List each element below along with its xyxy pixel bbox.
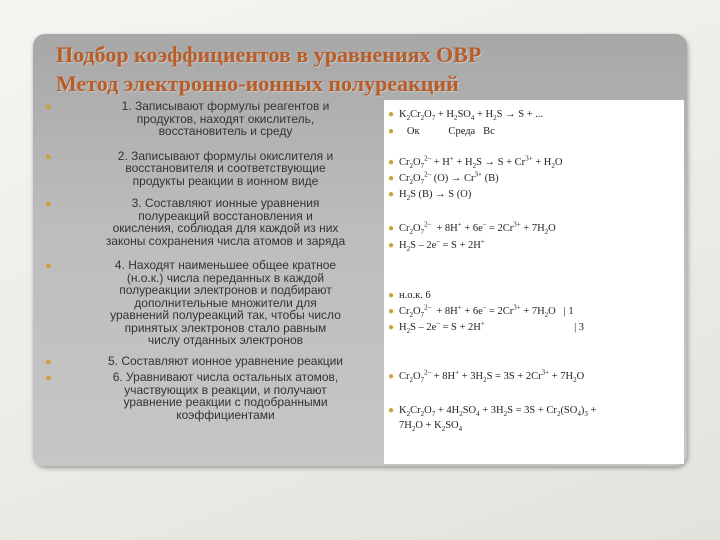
equation-text: $Cr_2O_7^{2-} + 8H^+ + 3H_2S = 3S + 2Cr^{3+} + 7H_2O$ bbox=[399, 368, 585, 385]
equation-text: $H_2S - 2e^- = S + 2H^+$ | 3 bbox=[399, 319, 585, 336]
equation-text: $Cr_2O_7^{2-} + 8H^+ + 6e^- = 2Cr^{3+} + 7H_2O$ bbox=[399, 220, 556, 237]
equation-text: $H_2S - 2e^- = S + 2H^+$ bbox=[399, 237, 485, 254]
equation-text: $K_2Cr_2O_7 + H_2SO_4 + H_2S \to S$ + ... bbox=[399, 109, 544, 123]
bullet-icon: ● bbox=[388, 126, 395, 137]
bullet-icon: ● bbox=[388, 223, 395, 234]
step-item bbox=[45, 259, 370, 347]
bullet-icon: ● bbox=[388, 173, 395, 184]
equation-text: $7H_2O + K_2SO_4$ bbox=[399, 420, 463, 434]
bullet-icon: ● bbox=[388, 306, 395, 317]
step-text: 3. Составляют ионные уравнения полуреакций восстановления и окисления, соблюдая для каждой из них законы сохранения числа атомов и заряда bbox=[105, 196, 346, 248]
title-line-1: Подбор коэффициентов в уравнениях ОВР bbox=[56, 42, 482, 67]
bullet-icon: ● bbox=[45, 260, 52, 272]
equation-text: $Cr_2O_7^{2-}$ $(O) \to Cr^{3+}$ (B) bbox=[399, 170, 499, 187]
step-item bbox=[45, 355, 370, 368]
equation-text: $Cr_2O_7^{2-} + H^+ + H_2S \to S + Cr^{3+} + H_2O$ bbox=[399, 154, 563, 171]
bullet-icon: ● bbox=[45, 101, 52, 113]
steps-list bbox=[45, 100, 370, 421]
step-item bbox=[45, 100, 370, 138]
bullet-icon: ● bbox=[388, 189, 395, 200]
step-text: 6. Уравнивают числа остальных атомов, участвующих в реакции, и получают уравнение реакции с подобранными коэффициентами bbox=[112, 370, 339, 422]
step-item bbox=[45, 150, 370, 188]
bullet-icon: ● bbox=[45, 355, 52, 368]
slide-title bbox=[56, 40, 616, 102]
equation-text: $Cr_2O_7^{2-} + 8H^+ + 6e^- = 2Cr^{3+} + 7H_2O$ | 1 bbox=[399, 303, 574, 320]
bullet-icon: ● bbox=[388, 109, 395, 120]
bullet-icon: ● bbox=[388, 405, 395, 416]
bullet-icon: ● bbox=[388, 322, 395, 333]
bullet-icon: ● bbox=[388, 290, 395, 301]
step-text: 5. Составляют ионное уравнение реакции bbox=[108, 353, 343, 368]
step-text: 4. Находят наименьшее общее кратное (н.о.к.) числа переданных в каждой полуреакции электронов и подбирают дополнительные множители для уравнений полуреакций так, чтобы число принятых электронов стало равным числу отданных электронов bbox=[110, 258, 341, 347]
equation-text: н.о.к. 6 bbox=[399, 290, 431, 301]
bullet-icon: ● bbox=[45, 372, 52, 384]
title-line-2: Метод электронно-ионных полуреакций bbox=[56, 71, 459, 96]
step-text: 2. Записывают формулы окислителя и восстановителя и соответствующие продукты реакции в ионном виде bbox=[117, 148, 334, 188]
equation-text: $K_2Cr_2O_7 + 4H_2SO_4 + 3H_2S = 3S + Cr_2(SO_4)_3$ + bbox=[399, 405, 597, 419]
equation-text: $H_2S$ (B) → S (O) bbox=[399, 189, 472, 203]
bullet-icon: ● bbox=[388, 240, 395, 251]
bullet-icon: ● bbox=[45, 198, 52, 210]
bullet-icon: ● bbox=[45, 150, 52, 163]
bullet-icon: ● bbox=[388, 371, 395, 382]
equation-text: Ок Среда Вс bbox=[399, 126, 495, 137]
bullet-icon: ● bbox=[388, 157, 395, 168]
step-item bbox=[45, 371, 370, 421]
step-text: 1. Записывают формулы реагентов и продуктов, находят окислитель, восстановитель и среду bbox=[121, 99, 330, 138]
step-item bbox=[45, 197, 370, 247]
